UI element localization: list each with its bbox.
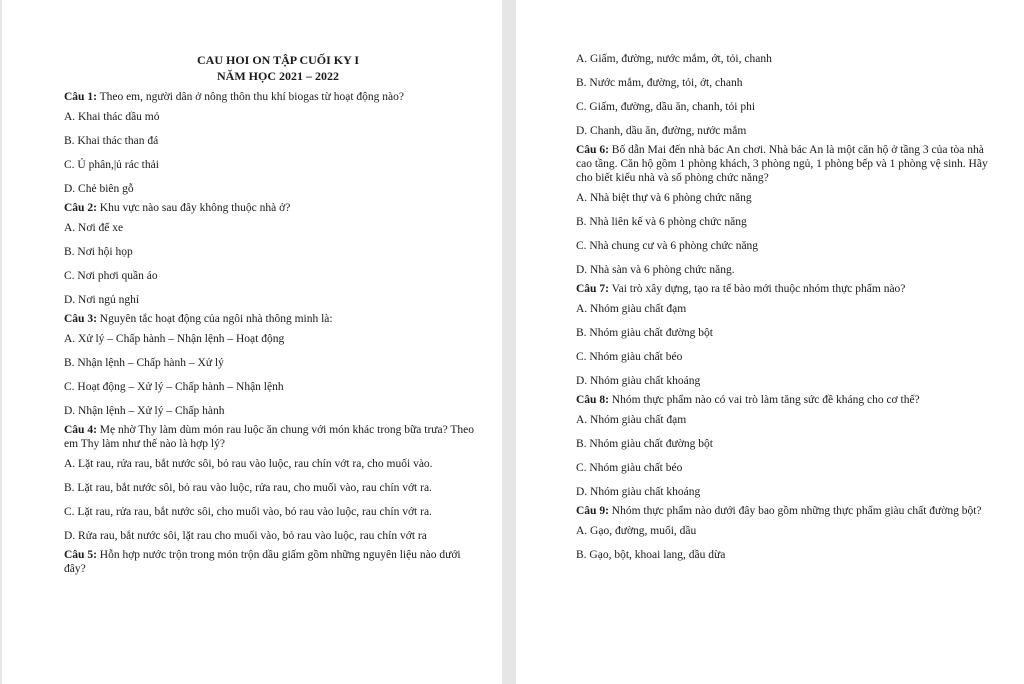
- answer-option: C. Nơi phơi quần áo: [64, 270, 158, 282]
- answer-option: B. Lặt rau, bắt nước sôi, bỏ rau vào luộc, rửa rau, cho muối vào, rau chín vớt ra.: [64, 482, 432, 494]
- answer-option: C. Ủ phân,|ủ rác thải: [64, 159, 159, 171]
- question: [64, 90, 482, 104]
- question-number: Câu 2:: [64, 202, 97, 214]
- question-number: Câu 8:: [576, 394, 609, 406]
- answer-option: A. Nhóm giàu chất đạm: [576, 303, 687, 315]
- question-text: Nguyên tắc hoạt động của ngôi nhà thông minh là:: [96, 313, 333, 325]
- document-page-right: [516, 0, 1024, 684]
- answer-option: B. Nước mắm, đường, tỏi, ớt, chanh: [576, 77, 743, 89]
- answer-option: D. Nhóm giàu chất khoáng: [576, 486, 701, 498]
- question: [576, 504, 994, 518]
- question-number: Câu 1:: [64, 91, 97, 103]
- question-number: Câu 5:: [64, 549, 97, 561]
- answer-option: A. Giấm, đường, nước mắm, ớt, tỏi, chanh: [576, 53, 772, 65]
- question-text: Hỗn hợp nước trộn trong món trộn dầu giấm gồm những nguyên liệu nào dưới đây?: [64, 549, 461, 575]
- answer-option: C. Hoạt động – Xử lý – Chấp hành – Nhận lệnh: [64, 381, 284, 393]
- title-line-1: CAU HOI ON TẬP CUỐI KY I: [196, 53, 360, 67]
- question: [576, 143, 994, 185]
- answer-option: D. Chẻ biên gỗ: [64, 183, 134, 195]
- question: [64, 423, 482, 451]
- answer-option: B. Gạo, bột, khoai lang, dầu dừa: [576, 549, 726, 561]
- answer-option: C. Nhà chung cư và 6 phòng chức năng: [576, 240, 759, 252]
- question-text: Bố dẫn Mai đến nhà bác An chơi. Nhà bác An là một căn hộ ở tầng 3 của tòa nhà cao tầng. Căn hộ gồm 1 phòng khách, 3 phòng ngủ, 1 phòng bếp và 1 phòng vệ sinh. Hãy cho biết kiểu nhà và số phòng chức năng?: [576, 144, 988, 184]
- question-text: Nhóm thực phẩm nào dưới đây bao gồm những thực phẩm giàu chất đường bột?: [608, 505, 982, 517]
- question-text: Vai trò xây dựng, tạo ra tế bào mới thuộc nhóm thực phẩm nào?: [608, 283, 906, 295]
- question: [64, 312, 482, 326]
- answer-option: A. Nơi để xe: [64, 222, 124, 234]
- answer-option: D. Nhà sàn và 6 phòng chức năng.: [576, 264, 735, 276]
- answer-option: B. Nhóm giàu chất đường bột: [576, 438, 713, 450]
- answer-option: A. Xử lý – Chấp hành – Nhận lệnh – Hoạt động: [64, 333, 285, 345]
- answer-option: C. Lặt rau, rửa rau, bắt nước sôi, cho muối vào, bỏ rau vào luộc, rau chín vớt ra.: [64, 506, 432, 518]
- question-text: Nhóm thực phẩm nào có vai trò làm tăng sức đề kháng cho cơ thể?: [608, 394, 920, 406]
- answer-option: C. Giấm, đường, dầu ăn, chanh, tỏi phi: [576, 101, 756, 113]
- question: [64, 548, 482, 576]
- question: [64, 201, 482, 215]
- question-number: Câu 7:: [576, 283, 609, 295]
- answer-option: D. Nơi ngủ nghỉ: [64, 294, 140, 306]
- answer-option: A. Lặt rau, rửa rau, bắt nước sôi, bỏ rau vào luộc, rau chín vớt ra, cho muối vào.: [64, 458, 433, 470]
- answer-option: B. Nhóm giàu chất đường bột: [576, 327, 713, 339]
- answer-option: A. Nhà biệt thự và 6 phòng chức năng: [576, 192, 752, 204]
- question: [576, 282, 994, 296]
- question-number: Câu 6:: [576, 144, 609, 156]
- answer-option: A. Gạo, đường, muối, dầu: [576, 525, 697, 537]
- answer-option: D. Nhóm giàu chất khoáng: [576, 375, 701, 387]
- answer-option: B. Khai thác than đá: [64, 135, 159, 147]
- document-title: [64, 52, 482, 84]
- question-text: Theo em, người dân ở nông thôn thu khí biogas từ hoạt động nào?: [96, 91, 404, 103]
- right-column: [576, 52, 994, 562]
- answer-option: A. Nhóm giàu chất đạm: [576, 414, 687, 426]
- answer-option: B. Nơi hội họp: [64, 246, 133, 258]
- question-text: Mẹ nhờ Thy làm dùm món rau luộc ăn chung với món khác trong bữa trưa? Theo em Thy làm như thế nào là hợp lý?: [64, 424, 475, 450]
- question-number: Câu 3:: [64, 313, 97, 325]
- left-column: [64, 90, 482, 576]
- answer-option: D. Chanh, dầu ăn, đường, nước mắm: [576, 125, 747, 137]
- answer-option: A. Khai thác dầu mỏ: [64, 111, 160, 123]
- answer-option: B. Nhận lệnh – Chấp hành – Xử lý: [64, 357, 224, 369]
- answer-option: B. Nhà liên kế và 6 phòng chức năng: [576, 216, 747, 228]
- answer-option: C. Nhóm giàu chất béo: [576, 462, 683, 474]
- question-number: Câu 9:: [576, 505, 609, 517]
- question-text: Khu vực nào sau đây không thuộc nhà ở?: [96, 202, 291, 214]
- question-number: Câu 4:: [64, 424, 97, 436]
- answer-option: C. Nhóm giàu chất béo: [576, 351, 683, 363]
- document-page-left: [2, 0, 502, 684]
- answer-option: D. Rửa rau, bắt nước sôi, lặt rau cho muối vào, bỏ rau vào luộc, rau chín vớt ra: [64, 530, 427, 542]
- question: [576, 393, 994, 407]
- answer-option: D. Nhận lệnh – Xử lý – Chấp hành: [64, 405, 225, 417]
- title-line-2: NĂM HỌC 2021 – 2022: [217, 69, 339, 83]
